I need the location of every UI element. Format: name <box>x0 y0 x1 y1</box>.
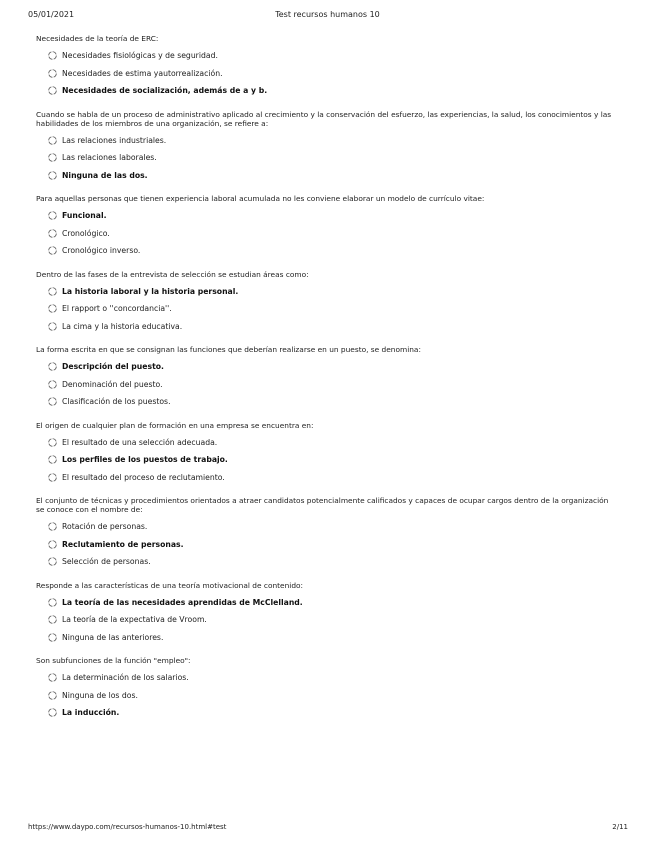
answer-label: La teoría de las necesidades aprendidas de McClelland. <box>62 597 303 607</box>
radio-circle-icon[interactable] <box>48 691 57 700</box>
radio-circle-icon[interactable] <box>48 522 57 531</box>
answer-label: Ninguna de los dos. <box>62 690 138 700</box>
question-text: Necesidades de la teoría de ERC: <box>36 34 159 43</box>
radio-circle-icon[interactable] <box>48 615 57 624</box>
answer-option[interactable] <box>36 82 616 100</box>
answer-option[interactable] <box>36 225 616 243</box>
answer-label: Cronológico. <box>62 228 110 238</box>
answer-label: Ninguna de las dos. <box>62 170 148 180</box>
answer-label: La teoría de la expectativa de Vroom. <box>62 615 207 625</box>
answer-label: Clasificación de los puestos. <box>62 397 171 407</box>
radio-circle-icon[interactable] <box>48 69 57 78</box>
answer-label: Descripción del puesto. <box>62 362 164 372</box>
radio-circle-icon[interactable] <box>48 633 57 642</box>
radio-circle-icon[interactable] <box>48 438 57 447</box>
answer-label: Necesidades fisiológicas y de seguridad. <box>62 51 218 61</box>
answer-option[interactable] <box>36 536 616 554</box>
radio-circle-icon[interactable] <box>48 136 57 145</box>
radio-circle-icon[interactable] <box>48 673 57 682</box>
question-block <box>36 270 616 336</box>
answer-label: El rapport o ''concordancia''. <box>62 304 172 314</box>
radio-circle-icon[interactable] <box>48 287 57 296</box>
radio-circle-icon[interactable] <box>48 708 57 717</box>
print-date: 05/01/2021 <box>28 10 75 19</box>
answer-option[interactable] <box>36 594 616 612</box>
answer-label: Las relaciones industriales. <box>62 135 167 145</box>
answer-label: Necesidades de socialización, además de a y b. <box>62 86 268 96</box>
radio-circle-icon[interactable] <box>48 540 57 549</box>
answer-option[interactable] <box>36 629 616 647</box>
question-text: Cuando se habla de un proceso de administrativo aplicado al crecimiento y la conservación del esfuerzo, las experiencias, la salud, los conocimientos y las habilidades de los miembros de una organización, se refiere a: <box>36 109 612 128</box>
radio-circle-icon[interactable] <box>48 153 57 162</box>
answer-label: La historia laboral y la historia personal. <box>62 286 239 296</box>
answer-label: La inducción. <box>62 708 120 718</box>
answer-option[interactable] <box>36 318 616 336</box>
answer-option[interactable] <box>36 65 616 83</box>
question-text: Dentro de las fases de la entrevista de selección se estudian áreas como: <box>36 269 309 279</box>
answer-option[interactable] <box>36 283 616 301</box>
answer-option[interactable] <box>36 611 616 629</box>
answer-label: Los perfiles de los puestos de trabajo. <box>62 455 228 465</box>
question-text: Son subfunciones de la función "empleo": <box>36 656 191 665</box>
radio-circle-icon[interactable] <box>48 171 57 180</box>
answer-option[interactable] <box>36 469 616 487</box>
question-block <box>36 581 616 647</box>
answer-label: Cronológico inverso. <box>62 246 141 256</box>
answer-label: El resultado del proceso de reclutamiento. <box>62 472 225 482</box>
answer-option[interactable] <box>36 518 616 536</box>
question-block <box>36 345 616 411</box>
radio-circle-icon[interactable] <box>48 86 57 95</box>
answer-option[interactable] <box>36 358 616 376</box>
answer-label: Ninguna de las anteriores. <box>62 632 164 642</box>
radio-circle-icon[interactable] <box>48 380 57 389</box>
question-text: El conjunto de técnicas y procedimientos orientados a atraer candidatos potencialmente calificados y capaces de ocupar cargos dentro de la organización se conoce con el nombre de: <box>36 496 609 514</box>
answer-option[interactable] <box>36 167 616 185</box>
question-text: Responde a las características de una teoría motivacional de contenido: <box>36 580 304 590</box>
answer-option[interactable] <box>36 207 616 225</box>
question-block <box>36 496 616 571</box>
answer-label: Reclutamiento de personas. <box>62 539 184 549</box>
answer-label: La determinación de los salarios. <box>62 673 189 683</box>
answer-option[interactable] <box>36 242 616 260</box>
answer-option[interactable] <box>36 553 616 571</box>
radio-circle-icon[interactable] <box>48 455 57 464</box>
radio-circle-icon[interactable] <box>48 322 57 331</box>
answer-label: Rotación de personas. <box>62 522 148 532</box>
answer-option[interactable] <box>36 376 616 394</box>
answer-label: Funcional. <box>62 211 107 221</box>
answer-option[interactable] <box>36 393 616 411</box>
question-text: Para aquellas personas que tienen experiencia laboral acumulada no les conviene elaborar un modelo de currículo vitae: <box>36 194 485 203</box>
question-block <box>36 656 616 722</box>
question-list <box>36 34 616 732</box>
answer-option[interactable] <box>36 149 616 167</box>
question-block <box>36 110 616 185</box>
radio-circle-icon[interactable] <box>48 229 57 238</box>
radio-circle-icon[interactable] <box>48 362 57 371</box>
answer-label: Necesidades de estima yautorrealización. <box>62 68 223 78</box>
page-number: 2/11 <box>612 823 628 831</box>
answer-option[interactable] <box>36 704 616 722</box>
radio-circle-icon[interactable] <box>48 304 57 313</box>
answer-option[interactable] <box>36 300 616 318</box>
answer-label: El resultado de una selección adecuada. <box>62 437 218 447</box>
footer-url: https://www.daypo.com/recursos-humanos-10.html#test <box>28 823 227 831</box>
radio-circle-icon[interactable] <box>48 246 57 255</box>
question-block <box>36 194 616 260</box>
answer-option[interactable] <box>36 47 616 65</box>
radio-circle-icon[interactable] <box>48 598 57 607</box>
radio-circle-icon[interactable] <box>48 211 57 220</box>
answer-option[interactable] <box>36 451 616 469</box>
answer-label: Selección de personas. <box>62 557 151 567</box>
radio-circle-icon[interactable] <box>48 397 57 406</box>
answer-option[interactable] <box>36 669 616 687</box>
answer-option[interactable] <box>36 687 616 705</box>
answer-label: La cima y la historia educativa. <box>62 321 183 331</box>
page-title: Test recursos humanos 10 <box>275 10 380 19</box>
question-block <box>36 421 616 487</box>
radio-circle-icon[interactable] <box>48 51 57 60</box>
answer-option[interactable] <box>36 132 616 150</box>
radio-circle-icon[interactable] <box>48 557 57 566</box>
answer-label: Las relaciones laborales. <box>62 153 157 163</box>
question-text: La forma escrita en que se consignan las funciones que deberían realizarse en un puesto, se denomina: <box>36 345 421 354</box>
question-text: El origen de cualquier plan de formación en una empresa se encuentra en: <box>36 420 314 430</box>
radio-circle-icon[interactable] <box>48 473 57 482</box>
answer-label: Denominación del puesto. <box>62 379 163 389</box>
answer-option[interactable] <box>36 434 616 452</box>
question-block <box>36 34 616 100</box>
